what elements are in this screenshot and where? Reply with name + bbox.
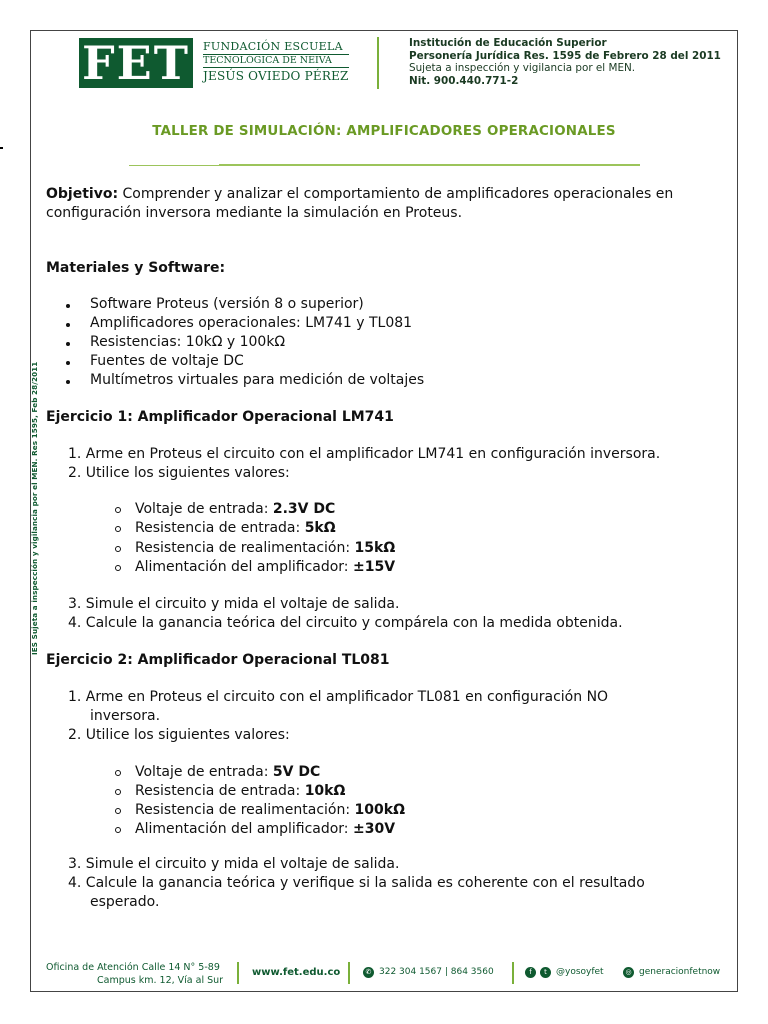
value-label: Alimentación del amplificador: bbox=[135, 821, 353, 837]
whatsapp-icon: ✆ bbox=[363, 967, 374, 978]
value-label: Alimentación del amplificador: bbox=[135, 559, 353, 575]
materials-item: Amplificadores operacionales: LM741 y TL081 bbox=[90, 315, 413, 331]
value-label: Resistencia de realimentación: bbox=[135, 802, 355, 818]
footer-divider bbox=[512, 962, 514, 984]
exercise-2-value bbox=[135, 820, 395, 839]
logo-line-2: TECNOLÓGICA DE NEIVA bbox=[203, 54, 349, 68]
objective-label: Objetivo: bbox=[46, 186, 119, 202]
header-divider bbox=[377, 37, 379, 89]
logo-line-1: FUNDACIÓN ESCUELA bbox=[203, 40, 343, 53]
exercise-2-step: 2. Utilice los siguientes valores: bbox=[68, 727, 290, 743]
bullet-dot bbox=[66, 304, 70, 308]
inst-line-2: Personería Jurídica Res. 1595 de Febrero 28 del 2011 bbox=[409, 49, 721, 62]
footer-divider bbox=[237, 962, 239, 984]
sub-bullet-circle bbox=[115, 789, 121, 795]
footer-social-handle: @yosoyfet bbox=[556, 967, 604, 977]
value-label: Voltaje de entrada: bbox=[135, 764, 273, 780]
exercise-1-value bbox=[135, 500, 335, 519]
exercise-2-value bbox=[135, 801, 405, 820]
footer-website-link[interactable]: www.fet.edu.co bbox=[252, 967, 341, 978]
footer-address-2: Campus km. 12, Vía al Sur bbox=[97, 975, 224, 986]
footer-address-1: Oficina de Atención Calle 14 N° 5-89 bbox=[46, 962, 220, 973]
value-number: 2.3V DC bbox=[272, 501, 336, 517]
fet-logo: FET bbox=[79, 38, 193, 88]
sub-bullet-circle bbox=[115, 526, 121, 532]
institution-info bbox=[409, 37, 721, 87]
footer-phone: 322 304 1567 | 864 3560 bbox=[379, 967, 494, 977]
sub-bullet-circle bbox=[115, 808, 121, 814]
value-number: ±30V bbox=[352, 821, 396, 837]
exercise-2-value bbox=[135, 782, 345, 801]
inst-line-4: Nit. 900.440.771-2 bbox=[409, 74, 519, 87]
inst-line-3: Sujeta a inspección y vigilancia por el MEN. bbox=[409, 62, 636, 74]
sub-bullet-circle bbox=[115, 827, 121, 833]
exercise-1-step: 2. Utilice los siguientes valores: bbox=[68, 465, 290, 481]
materials-item: Fuentes de voltaje DC bbox=[90, 353, 244, 369]
twitter-icon: t bbox=[540, 967, 551, 978]
bullet-dot bbox=[66, 342, 70, 346]
sub-bullet-circle bbox=[115, 507, 121, 513]
bullet-dot bbox=[66, 323, 70, 327]
materials-item: Multímetros virtuales para medición de voltajes bbox=[90, 372, 425, 388]
value-label: Resistencia de entrada: bbox=[135, 783, 305, 799]
side-vertical-text: IES Sujeta a inspección y vigilancia por el MEN. Res 1595, Feb 28/2011 bbox=[30, 361, 39, 655]
sub-bullet-circle bbox=[115, 565, 121, 571]
exercise-1-value bbox=[135, 558, 395, 577]
value-number: 15kΩ bbox=[354, 540, 396, 556]
value-number: 100kΩ bbox=[354, 802, 405, 818]
value-label: Voltaje de entrada: bbox=[135, 501, 273, 517]
exercise-2-value bbox=[135, 763, 320, 782]
logo-line-3: JESÚS OVIEDO PÉREZ bbox=[203, 69, 349, 83]
logo-wordmark bbox=[203, 40, 349, 83]
sub-bullet-circle bbox=[115, 770, 121, 776]
footer-instagram-handle: generacionfetnow bbox=[639, 967, 721, 977]
instagram-icon: ◎ bbox=[623, 967, 634, 978]
bullet-dot bbox=[66, 361, 70, 365]
exercise-1-value bbox=[135, 519, 336, 538]
exercise-1-heading: Ejercicio 1: Amplificador Operacional LM741 bbox=[46, 409, 394, 425]
exercise-2-step-cont: esperado. bbox=[90, 894, 160, 910]
sub-bullet-circle bbox=[115, 546, 121, 552]
inst-line-1: Institución de Educación Superior bbox=[409, 37, 607, 49]
exercise-1-step: 4. Calcule la ganancia teórica del circuito y compárela con la medida obtenida. bbox=[68, 615, 623, 631]
exercise-2-step: 1. Arme en Proteus el circuito con el amplificador TL081 en configuración NO bbox=[68, 689, 609, 705]
objective-line-2: configuración inversora mediante la simulación en Proteus. bbox=[46, 205, 463, 221]
materials-item: Resistencias: 10kΩ y 100kΩ bbox=[90, 334, 286, 350]
exercise-1-step: 3. Simule el circuito y mida el voltaje de salida. bbox=[68, 596, 400, 612]
exercise-2-heading: Ejercicio 2: Amplificador Operacional TL081 bbox=[46, 652, 390, 668]
exercise-2-step: 3. Simule el circuito y mida el voltaje de salida. bbox=[68, 856, 400, 872]
value-label: Resistencia de entrada: bbox=[135, 520, 305, 536]
page-tick-mark bbox=[0, 147, 3, 149]
value-number: 10kΩ bbox=[304, 783, 346, 799]
value-number: 5V DC bbox=[272, 764, 321, 780]
exercise-1-step: 1. Arme en Proteus el circuito con el amplificador LM741 en configuración inversora. bbox=[68, 446, 661, 462]
exercise-2-step: 4. Calcule la ganancia teórica y verifique si la salida es coherente con el resultado bbox=[68, 875, 645, 891]
page-title: TALLER DE SIMULACIÓN: AMPLIFICADORES OPERACIONALES bbox=[152, 124, 616, 139]
exercise-2-step-cont: inversora. bbox=[90, 708, 161, 724]
footer-divider bbox=[348, 962, 350, 984]
facebook-icon: f bbox=[525, 967, 536, 978]
title-rule-thick bbox=[219, 164, 640, 166]
value-number: ±15V bbox=[352, 559, 396, 575]
value-label: Resistencia de realimentación: bbox=[135, 540, 355, 556]
title-rule-thin bbox=[129, 165, 219, 166]
value-number: 5kΩ bbox=[304, 520, 336, 536]
materials-item: Software Proteus (versión 8 o superior) bbox=[90, 296, 364, 312]
bullet-dot bbox=[66, 380, 70, 384]
objective-text-1: Comprender y analizar el comportamiento de amplificadores operacionales en bbox=[118, 186, 674, 202]
objective-line-1 bbox=[46, 185, 673, 204]
materials-heading: Materiales y Software: bbox=[46, 260, 226, 276]
exercise-1-value bbox=[135, 539, 395, 558]
